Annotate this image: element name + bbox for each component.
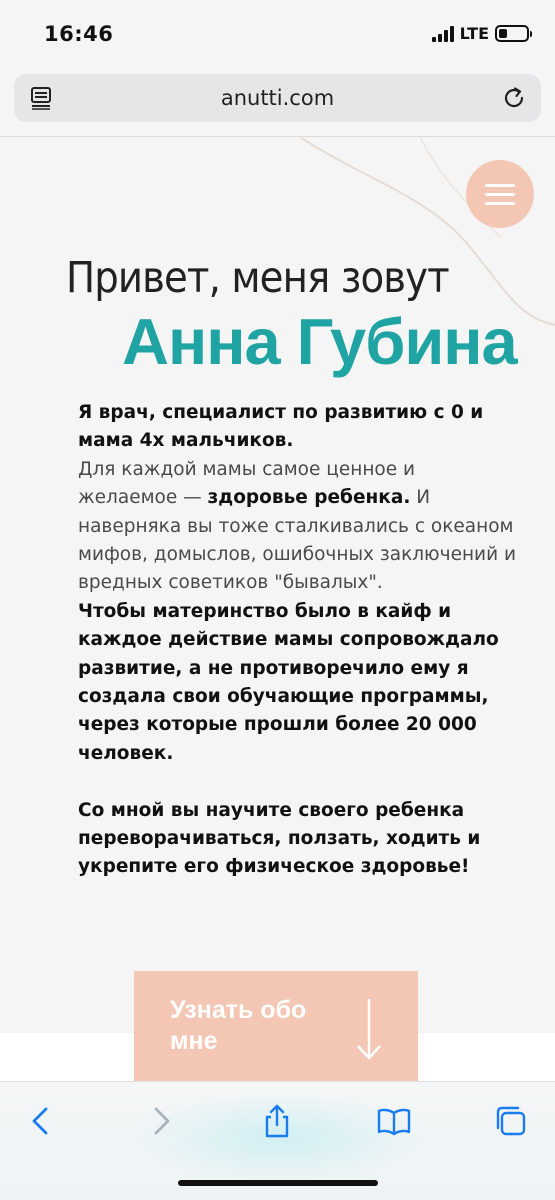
- intro-bold-3: Чтобы материнство было в кайф и каждое действие мамы сопровождало развитие, а не противоречило ему я создала свои обучающие программы, через которые прошли более 20 000 человек.: [78, 600, 499, 764]
- intro-bold-1: Я врач, специалист по развитию с 0 и мама 4х мальчиков.: [78, 402, 484, 452]
- battery-icon: [495, 25, 529, 42]
- intro-text-1: Для каждой мамы самое ценное и желаемое —: [78, 458, 416, 509]
- greeting-text: Привет, меня зовут: [66, 253, 449, 303]
- intro-text-2: И наверняка вы тоже сталкивались с океаном мифов, домыслов, ошибочных заключений и вредных советиков "бывалых".: [78, 487, 516, 594]
- reload-icon[interactable]: [501, 85, 527, 111]
- intro-text: [78, 399, 518, 882]
- reader-mode-icon[interactable]: [30, 86, 52, 110]
- home-indicator: [178, 1180, 378, 1186]
- about-me-label: Узнать обо мне: [170, 996, 307, 1055]
- back-icon[interactable]: [24, 1104, 58, 1138]
- arrow-down-icon: [356, 997, 382, 1061]
- author-name: Анна Губина: [122, 305, 517, 378]
- intro-paragraph: [78, 456, 518, 598]
- signal-icon: [432, 26, 454, 42]
- forward-icon[interactable]: [144, 1104, 178, 1138]
- status-indicators: [432, 24, 529, 43]
- share-icon[interactable]: [260, 1104, 294, 1138]
- bookmarks-icon[interactable]: [377, 1104, 411, 1138]
- address-bar[interactable]: [14, 74, 541, 122]
- intro-bold-4: Со мной вы научите своего ребенка переворачиваться, ползать, ходить и укрепите его физическое здоровье!: [78, 799, 481, 878]
- intro-bold-2: здоровье ребенка.: [207, 487, 411, 509]
- web-page: [0, 137, 555, 1033]
- url-text[interactable]: anutti.com: [220, 86, 335, 110]
- menu-button[interactable]: [466, 160, 534, 228]
- status-time: 16:46: [44, 22, 114, 46]
- about-me-button[interactable]: [134, 971, 418, 1081]
- tabs-icon[interactable]: [494, 1104, 528, 1138]
- status-bar: [0, 0, 555, 68]
- network-label: LTE: [459, 24, 489, 43]
